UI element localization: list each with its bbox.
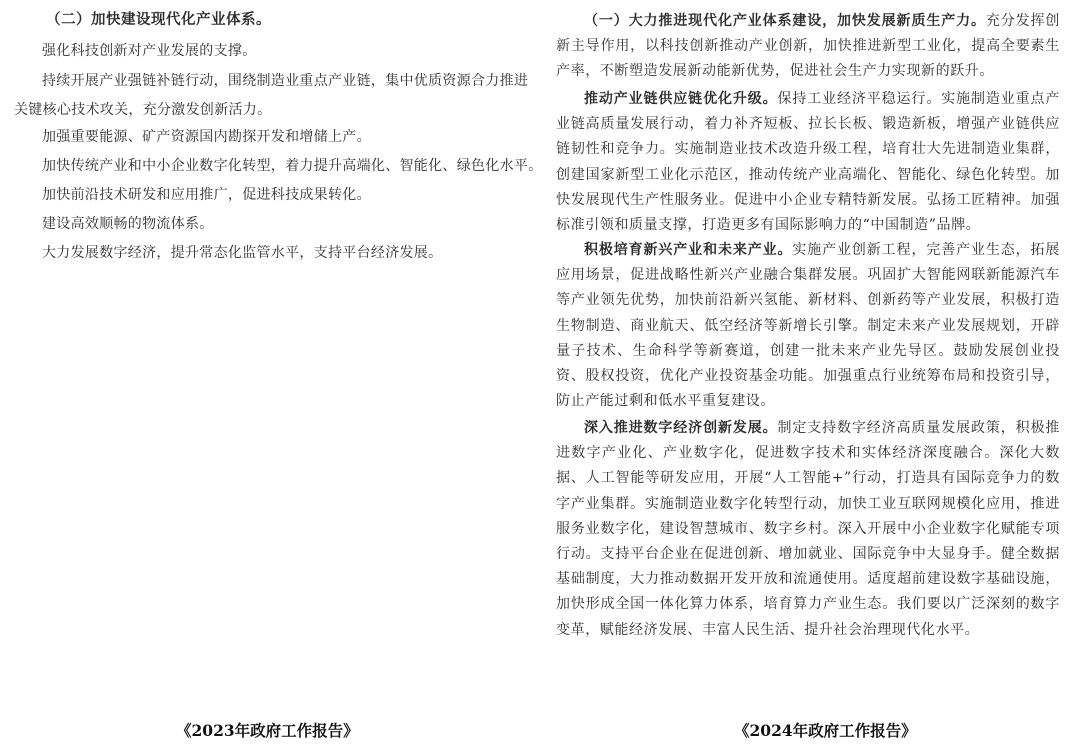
paragraph-2024-3 (556, 238, 1060, 414)
paragraph-2023-1: 强化科技创新对产业发展的支撑。 (42, 43, 257, 59)
paragraph-2023-4: 加快传统产业和中小企业数字化转型，着力提升高端化、智能化、绿色化水平。 (42, 158, 543, 174)
footer-caption-2024: 《2024年政府工作报告》 (734, 721, 917, 740)
paragraph-2023-7: 大力发展数字经济，提升常态化监管水平，支持平台经济发展。 (42, 245, 443, 261)
section-heading-2023: （二）加快建设现代化产业体系。 (46, 11, 271, 28)
paragraph-2024-2 (556, 87, 1060, 238)
paragraph-2024-1 (556, 9, 1060, 85)
paragraph-2024-2-body: 保持工业经济平稳运行。实施制造业重点产业链高质量发展行动，着力补齐短板、拉长长板、锻造新板，增强产业链供应链韧性和竞争力。实施制造业技术改造升级工程，培育壮大先进制造业集群，创建国家新型工业化示范区，推动传统产业高端化、智能化、绿色化转型。加快发展现代生产性服务业。促进中小企业专精特新发展。弘扬工匠精神。加强标准引领和质量支撑，打造更多有国际影响力的“中国制造”品牌。 (556, 91, 1060, 234)
paragraph-2024-3-body: 实施产业创新工程，完善产业生态，拓展应用场景，促进战略性新兴产业融合集群发展。巩固扩大智能网联新能源汽车等产业领先优势，加快前沿新兴氢能、新材料、创新药等产业发展，积极打造生物制造、商业航天、低空经济等新增长引擎。制定未来产业发展规划，开辟量子技术、生命科学等新赛道，创建一批未来产业先导区。鼓励发展创业投资、股权投资，优化产业投资基金功能。加强重点行业统筹布局和投资引导，防止产能过剩和低水平重复建设。 (556, 242, 1060, 410)
footer-caption-2023: 《2023年政府工作报告》 (176, 721, 359, 740)
paragraph-2023-6: 建设高效顺畅的物流体系。 (42, 216, 214, 232)
paragraph-2024-2-lead: 推动产业链供应链优化升级。 (584, 91, 778, 107)
paragraph-2024-4-body: 制定支持数字经济高质量发展政策，积极推进数字产业化、产业数字化，促进数字技术和实体经济深度融合。深化大数据、人工智能等研发应用，开展“人工智能+”行动，打造具有国际竞争力的数字产业集群。实施制造业数字化转型行动，加快工业互联网规模化应用，推进服务业数字化，建设智慧城市、数字乡村。深入开展中小企业数字化赋能专项行动。支持平台企业在促进创新、增加就业、国际竞争中大显身手。健全数据基础制度，大力推动数据开发开放和流通使用。适度超前建设数字基础设施，加快形成全国一体化算力体系，培育算力产业生态。我们要以广泛深刻的数字变革，赋能经济发展、丰富人民生活、提升社会治理现代化水平。 (556, 420, 1060, 638)
paragraph-2024-4-lead: 深入推进数字经济创新发展。 (584, 420, 778, 436)
paragraph-2024-1-body: 充分发挥创新主导作用，以科技创新推动产业创新，加快推进新型工业化，提高全要素生产率，不断塑造发展新动能新优势，促进社会生产力实现新的跃升。 (556, 13, 1061, 80)
paragraph-2023-3: 加强重要能源、矿产资源国内勘探开发和增储上产。 (42, 129, 371, 145)
paragraph-2023-5: 加快前沿技术研发和应用推广，促进科技成果转化。 (42, 187, 371, 203)
paragraph-2024-3-lead: 积极培育新兴产业和未来产业。 (584, 242, 793, 258)
paragraph-2024-4 (556, 416, 1060, 643)
paragraph-2024-1-lead: （一）大力推进现代化产业体系建设，加快发展新质生产力。 (584, 13, 986, 29)
paragraph-2023-2: 持续开展产业强链补链行动，围绕制造业重点产业链，集中优质资源合力推进关键核心技术攻关，充分激发创新活力。 (14, 73, 529, 118)
